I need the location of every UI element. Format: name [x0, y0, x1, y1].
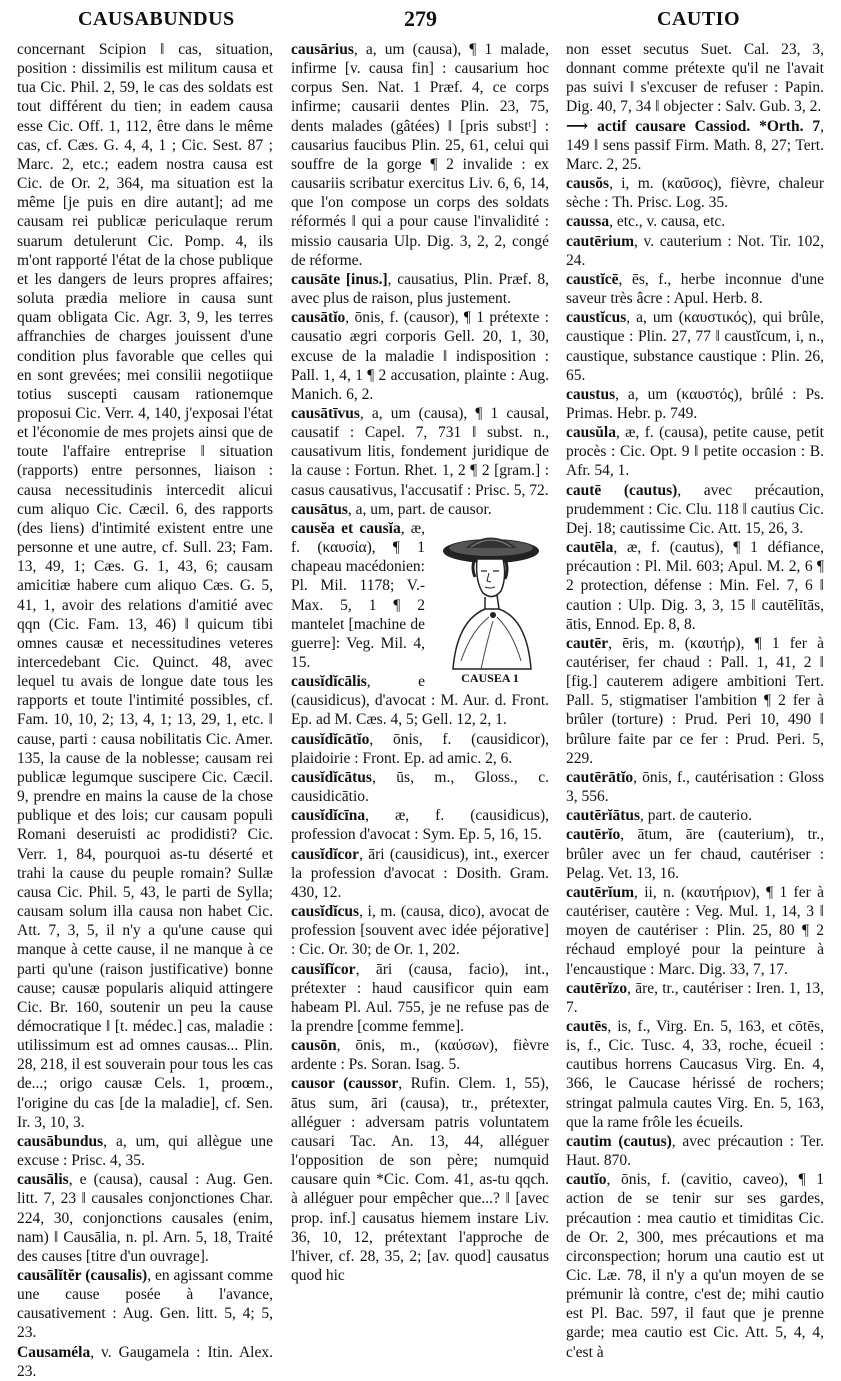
entry-cauter: cautēr, ēris, m. (καυτήρ), ¶ 1 fer à cautériser, fer chaud : Pall. 1, 41, 2 ‖ [fig.] cauterem adigere ambitioni Tert. Pall. 5, stigmatiser l'ambition ¶ 2 fer à brûler (torture) : Prud. Peri 10, 490 ‖ brûlure faite par ce fer : Prud. Peri. 5, 229.: [566, 634, 824, 767]
entry-cauterio: cautērĭo, ātum, āre (cauterium), tr., brûler avec un fer chaud, cautériser : Pelag. Vet. 13, 16.: [566, 826, 824, 882]
entry-causa-continued: concernant Scipion ‖ cas, situation, position : dissimilis est militum causa et tua Cic. Phil. 2, 59, le cas des soldats est tout différent du tien; in eadem causa esse Cic. Off. 1, 112, être dans le même cas, cf. Cæs. G. 4, 4, 1 ; Cic. Sest. 87 ; Marc. 2, etc.; eadem nostra causa est Cic. de Or. 2, 364, ma situation est la même [je puis en dire autant]; ad me causam rei publicæ periculaque rerum suarum detulerunt Cic. Pomp. 4, ils m'ont rapporté l'état de la chose publique et les dangers de leurs propres affaires; soluta prædia meliore in causa sunt quam obligata Cic. Agr. 3, 9, les terres affranchies de charges jouissent d'une condition plus favorable que celles qui en sont grevées; mei consilii negotiique totius suscepti causam rationemque proposui Cic. Verr. 4, 140, j'exposai l'état et l'économie de mes projets ainsi que de toute l'affaire entreprise ‖ situation (rapports) entre personnes, liaison : causa necessitudinis intercedit alicui cum aliquo Cic. Cæcil. 6, des rapports (des liens) d'intimité existent entre une personne et une autre, cf. Sull. 23; Fam. 13, 49, 1; Cæs. G. 1, 43, 6; causam amicitiæ habere cum aliquo Cæs. G. 5, 41, 1, avoir des relations d'amitié avec qqn (Cic. Fam. 13, 46) ‖ quicum tibi omnes causæ et necessitudines veteres intercedebant Cic. Quinct. 48, avec lequel tu avais de longue date tous les rapports et toute l'intimité possibles, cf. Fam. 10, 10, 2; 13, 4, 1; 13, 29, 1, etc. ‖ cause, parti : causa nobilitatis Cic. Amer. 135, la cause de la noblesse; causam rei publicæ legumque suscipere Cic. Cæcil. 9, prendre en mains la cause de la chose publique et des lois; cur causam populi Romani deseruisti ac prodidisti? Cic. Verr. 1, 84, pourquoi as-tu déserté et trahi la cause du peuple romain? Sullæ causa Cic. Phil. 5, 43, le parti de Sylla; causam solum illa causa non habet Cic. Att. 7, 3, 5, il n'y a qu'une cause qui manque à cette cause, il ne manque à ce parti qu'une (raison justificative) bonne cause; causæ popularis aliquid attingere Cic. Br. 160, soutenir un peu la cause démocratique ‖ [t. médec.] cas, maladie : utilissimum est ad omnes causas... Plin. 28, 218, il est souverain pour tous les cas de...; origo causæ Cels. 1, proœm., l'origine du cas [de la maladie], cf. Sen. Ir. 3, 10, 3.: [17, 41, 273, 1131]
entry-causidicor: causĭdĭcor, āri (causidicus), int., exercer la profession d'avocat : Dosith. Gram. 430, 12.: [291, 845, 549, 901]
headword: causĭdĭcālis: [291, 673, 367, 691]
entry-cautio: cautĭo, ōnis, f. (cavitio, caveo), ¶ 1 action de se tenir sur ses gardes, précaution : mea cautio et timiditas Cic. de Or. 2, 300, mes précautions et ma circonspection; horum una cautio est ut Cic. Læ. 78, il n'y a qu'un moyen de se prémunir là contre, c'est de; mihi cautio est Pl. Bac. 597, il faut que je prenne garde; mea cautio est Cic. Att. 5, 4, 4, c'est à: [566, 1171, 824, 1361]
entry-causticus: caustĭcus, a, um (καυστικός), qui brûle, caustique : Plin. 27, 77 ‖ caustĭcum, i, n., caustique, substance caustique : Plin. 26, 65.: [566, 309, 824, 384]
entry-cauterizo: cautērĭzo, āre, tr., cautériser : Iren. 1, 13, 7.: [566, 979, 824, 1016]
entry-causarius: causārius, a, um (causa), ¶ 1 malade, infirme [v. causa fin] : causarium hoc corpus Sen. Nat. 1 Præf. 4, ce corps infirme; causarii dentes Plin. 23, 75, dents malades (gâtées) ‖ [pris substᵗ] : causarius faucibus Plin. 25, 61, celui qui souffre de la gorge ¶ 2 invalide : ex causariis scribatur exercitus Liv. 6, 6, 14, que l'on compose un corps des soldats réformés ‖ qui a pour cause l'invalidité : missio causaria Ulp. Dig. 3, 2, 2, congé de réforme.: [291, 41, 549, 269]
causea-hat-illustration: [431, 521, 549, 671]
entry-causidicina: causĭdĭcīna, æ, f. (causidicus), profession d'avocat : Sym. Ep. 5, 16, 15.: [291, 807, 549, 844]
entry-causor-note: ⟶ actif causare Cassiod. *Orth. 7, 149 ‖ sens passif Firm. Math. 8, 27; Tert. Marc. 2, 25.: [566, 117, 824, 173]
headword: causŭla: [566, 424, 616, 442]
entry-causea: causĕa et causĭa, æ, f. (καυσία), ¶ 1 chapeau macédonien: Pl. Mil. 1178; V.-Max. 5, 1 ¶ 2 mantelet [machine de guerre]: Veg. Mil. 4, 15.: [291, 519, 425, 671]
entry-causificor: causĭfĭcor, āri (causa, facio), int., prétexter : haud causificor quin eam habeam Pl. Aul. 755, je ne refuse pas de la prendre [comme femme].: [291, 960, 549, 1035]
entry-cautela: cautēla, æ, f. (cautus), ¶ 1 défiance, précaution : Pl. Mil. 603; Apul. M. 2, 6 ¶ 2 protection, défense : Min. Fel. 7, 6 ‖ caution : Ulp. Dig. 3, 3, 15 ‖ cautēlītās, ātis, Ennod. Ep. 8, 8.: [566, 539, 824, 633]
entry-cauteriatus: cautērĭātus, part. de cauterio.: [566, 807, 752, 825]
entry-cautes: cautēs, is, f., Virg. En. 5, 163, et cōtēs, is, f., Cic. Tusc. 4, 33, roche, écueil : cautibus horrens Caucasus Virg. En. 4, 366, le Caucase hérissé de rochers; stringat palmula cautes Virg. En. 5, 163, que la rame frôle les écueils.: [566, 1017, 824, 1131]
entry-caustice: caustĭcē, ēs, f., herbe inconnue d'une saveur très âcre : Apul. Herb. 8.: [566, 270, 824, 308]
headword: causāte [inus.]: [291, 270, 388, 288]
entry-caustus: caustus, a, um (καυστός), brûlé : Ps. Primas. Hebr. p. 749.: [566, 385, 824, 422]
headword: causālĭtĕr (causalis): [17, 1267, 148, 1284]
entry-causaliter: causālĭtĕr (causalis), en agissant comme une cause posée à l'avance, causativement : Aug. Gen. litt. 5, 4; 5, 23.: [17, 1267, 273, 1342]
entry-cauteratio: cautērātĭo, ōnis, f., cautérisation : Gloss 3, 556.: [566, 768, 824, 806]
entry-causidicalis: causĭdĭcālis, e (causidicus), d'avocat : M. Aur. d. Front. Ep. ad M. Cæs. 4, 5; Gell. 12, 2, 1.: [291, 673, 549, 729]
entry-causidicatus: causĭdĭcātus, ūs, m., Gloss., c. causidicātio.: [291, 768, 549, 806]
headword: cautēr: [566, 634, 609, 652]
headword: causālis: [17, 1171, 69, 1189]
headword: causārius: [291, 41, 354, 58]
entry-causatus: causātus, a, um, part. de causor.: [291, 500, 492, 518]
headword: causātĭo: [291, 309, 346, 327]
entry-cauterium: cautērĭum, ii, n. (καυτήριον), ¶ 1 fer à cautériser, cautère : Veg. Mul. 1, 14, 3 ‖ moyen de cautériser : Plin. 25, 80 ¶ 2 réchaud employé pour la peinture à l'encaustique : Marc. Dig. 33, 7, 17.: [566, 883, 824, 978]
headword: cautē (cautus): [566, 481, 678, 499]
headword: caussa: [566, 213, 610, 231]
figure-causea: [431, 521, 549, 689]
headword: causor (caussor: [291, 1075, 399, 1093]
headword: cautēla: [566, 539, 614, 557]
headword: caustĭcus: [566, 309, 627, 327]
headword: cautērĭzo: [566, 979, 628, 997]
entry-causalis: causālis, e (causa), causal : Aug. Gen. litt. 7, 23 ‖ causales conjonctiones Char. 224, 30, conjonctions causales (enim, nam) ‖ Causālia, n. pl. Arn. 5, 18, Traité des causes [titre d'un ouvrage].: [17, 1171, 273, 1265]
column-left: [17, 40, 273, 1380]
column-middle: [291, 40, 549, 1340]
headword: causātīvus: [291, 404, 360, 422]
headword: cautērĭum: [566, 883, 635, 901]
headword: cautēs: [566, 1017, 608, 1035]
header-guide-word-left: CAUSABUNDUS: [78, 8, 235, 30]
entry-caute: cautē (cautus), avec précaution, prudemment : Cic. Clu. 118 ‖ cautius Cic. Dej. 18; cautissime Cic. Att. 15, 26, 3.: [566, 481, 824, 537]
entry-causatio: causātĭo, ōnis, f. (causor), ¶ 1 prétexte : causatio ægri corporis Gell. 20, 1, 30, excuse de la maladie ‖ indisposition : Pall. 1, 4, 1 ¶ 2 accusation, plainte : Aug. Manich. 6, 2.: [291, 309, 549, 403]
headword: ⟶ actif causare Cassiod. *Orth. 7: [566, 117, 821, 135]
headword: cautērĭo: [566, 826, 621, 844]
entry-causidicatio: causĭdĭcātĭo, ōnis, f. (causidicor), plaidoirie : Front. Ep. ad amic. 2, 6.: [291, 730, 549, 767]
headword: Causaméla: [17, 1343, 91, 1361]
headword: cautērātĭo: [566, 768, 634, 786]
headword: causĭdĭcīna: [291, 807, 366, 825]
entry-causula: causŭla, æ, f. (causa), petite cause, petit procès : Cic. Opt. 9 ‖ petite occasion : B. Afr. 54, 1.: [566, 424, 824, 480]
headword: cautērium: [566, 232, 635, 250]
entry-causate: causāte [inus.], causatius, Plin. Præf. 8, avec plus de raison, plus justement.: [291, 270, 549, 308]
entry-cautim: cautim (cautus), avec précaution : Ter. Haut. 870.: [566, 1132, 824, 1170]
entry-causidicus: causĭdĭcus, i, m. (causa, dico), avocat de profession [souvent avec idée péjorative] : Cic. Or. 30; de Or. 1, 202.: [291, 903, 549, 959]
entry-causabundus: causābundus, a, um, qui allègue une excuse : Prisc. 4, 35.: [17, 1132, 273, 1170]
headword: causĭdĭcus: [291, 903, 360, 921]
headword: cautērĭātus: [566, 807, 641, 825]
headword: causātus: [291, 500, 348, 518]
headword: causĭdĭcor: [291, 845, 360, 863]
headword: causābundus: [17, 1132, 104, 1150]
figure-caption: CAUSEA 1: [461, 670, 519, 685]
headword: causŏs: [566, 175, 610, 193]
headword: caustus: [566, 385, 616, 403]
entry-causor-continued: non esset secutus Suet. Cal. 23, 3, donnant comme prétexte qu'il ne l'avait pas suivi ‖ s'excuser de refuser : Papin. Dig. 40, 7, 34 ‖ objecter : Salv. Gub. 3, 2.: [566, 41, 824, 116]
headword: causōn: [291, 1037, 337, 1055]
headword: causĕa et causĭa: [291, 519, 401, 537]
entry-caussa: caussa, etc., v. causa, etc.: [566, 213, 726, 231]
headword: cautim (cautus): [566, 1132, 672, 1150]
headword: causĭdĭcātĭo: [291, 730, 370, 748]
page-header: [0, 6, 841, 36]
entry-causativus: causātīvus, a, um (causa), ¶ 1 causal, causatif : Capel. 7, 731 ‖ subst. n., causativum litis, fondement juridique de la cause : Fortun. Rhet. 1, 2 ¶ 2 [gram.] : casus causativus, l'accusatif : Prisc. 5, 72.: [291, 404, 549, 499]
entry-causor: causor (caussor, Rufin. Clem. 1, 55), ātus sum, āri (causa), tr., prétexter, alléguer : adversam patris voluntatem causari Tac. An. 13, 44, alléguer l'opposition de son père; numquid causare quin *Cic. Com. 41, as-tu qqch. à alléguer pour empêcher que...? ‖ [avec prop. inf.] causatus hiemem instare Liv. 36, 10, 12, prétextant l'approche de l'hiver, cf. 28, 35, 2; [av. quod] causatus quod hic: [291, 1075, 549, 1284]
entry-cauterium-variant: cautērium, v. cauterium : Not. Tir. 102, 24.: [566, 232, 824, 269]
headword: causĭfĭcor: [291, 960, 356, 978]
entry-causon: causōn, ōnis, m., (καύσων), fièvre ardente : Ps. Soran. Isag. 5.: [291, 1037, 549, 1074]
entry-causos: causŏs, i, m. (καῦσος), fièvre, chaleur sèche : Th. Prisc. Log. 35.: [566, 175, 824, 212]
headword: causĭdĭcātus: [291, 768, 372, 786]
headword: cautĭo: [566, 1171, 607, 1189]
page-number: 279: [404, 6, 437, 31]
header-guide-word-right: CAUTIO: [657, 8, 741, 30]
entry-causamela: Causaméla, v. Gaugamela : Itin. Alex. 23.: [17, 1343, 273, 1380]
column-right: [566, 40, 824, 1361]
headword: caustĭcē: [566, 270, 619, 288]
